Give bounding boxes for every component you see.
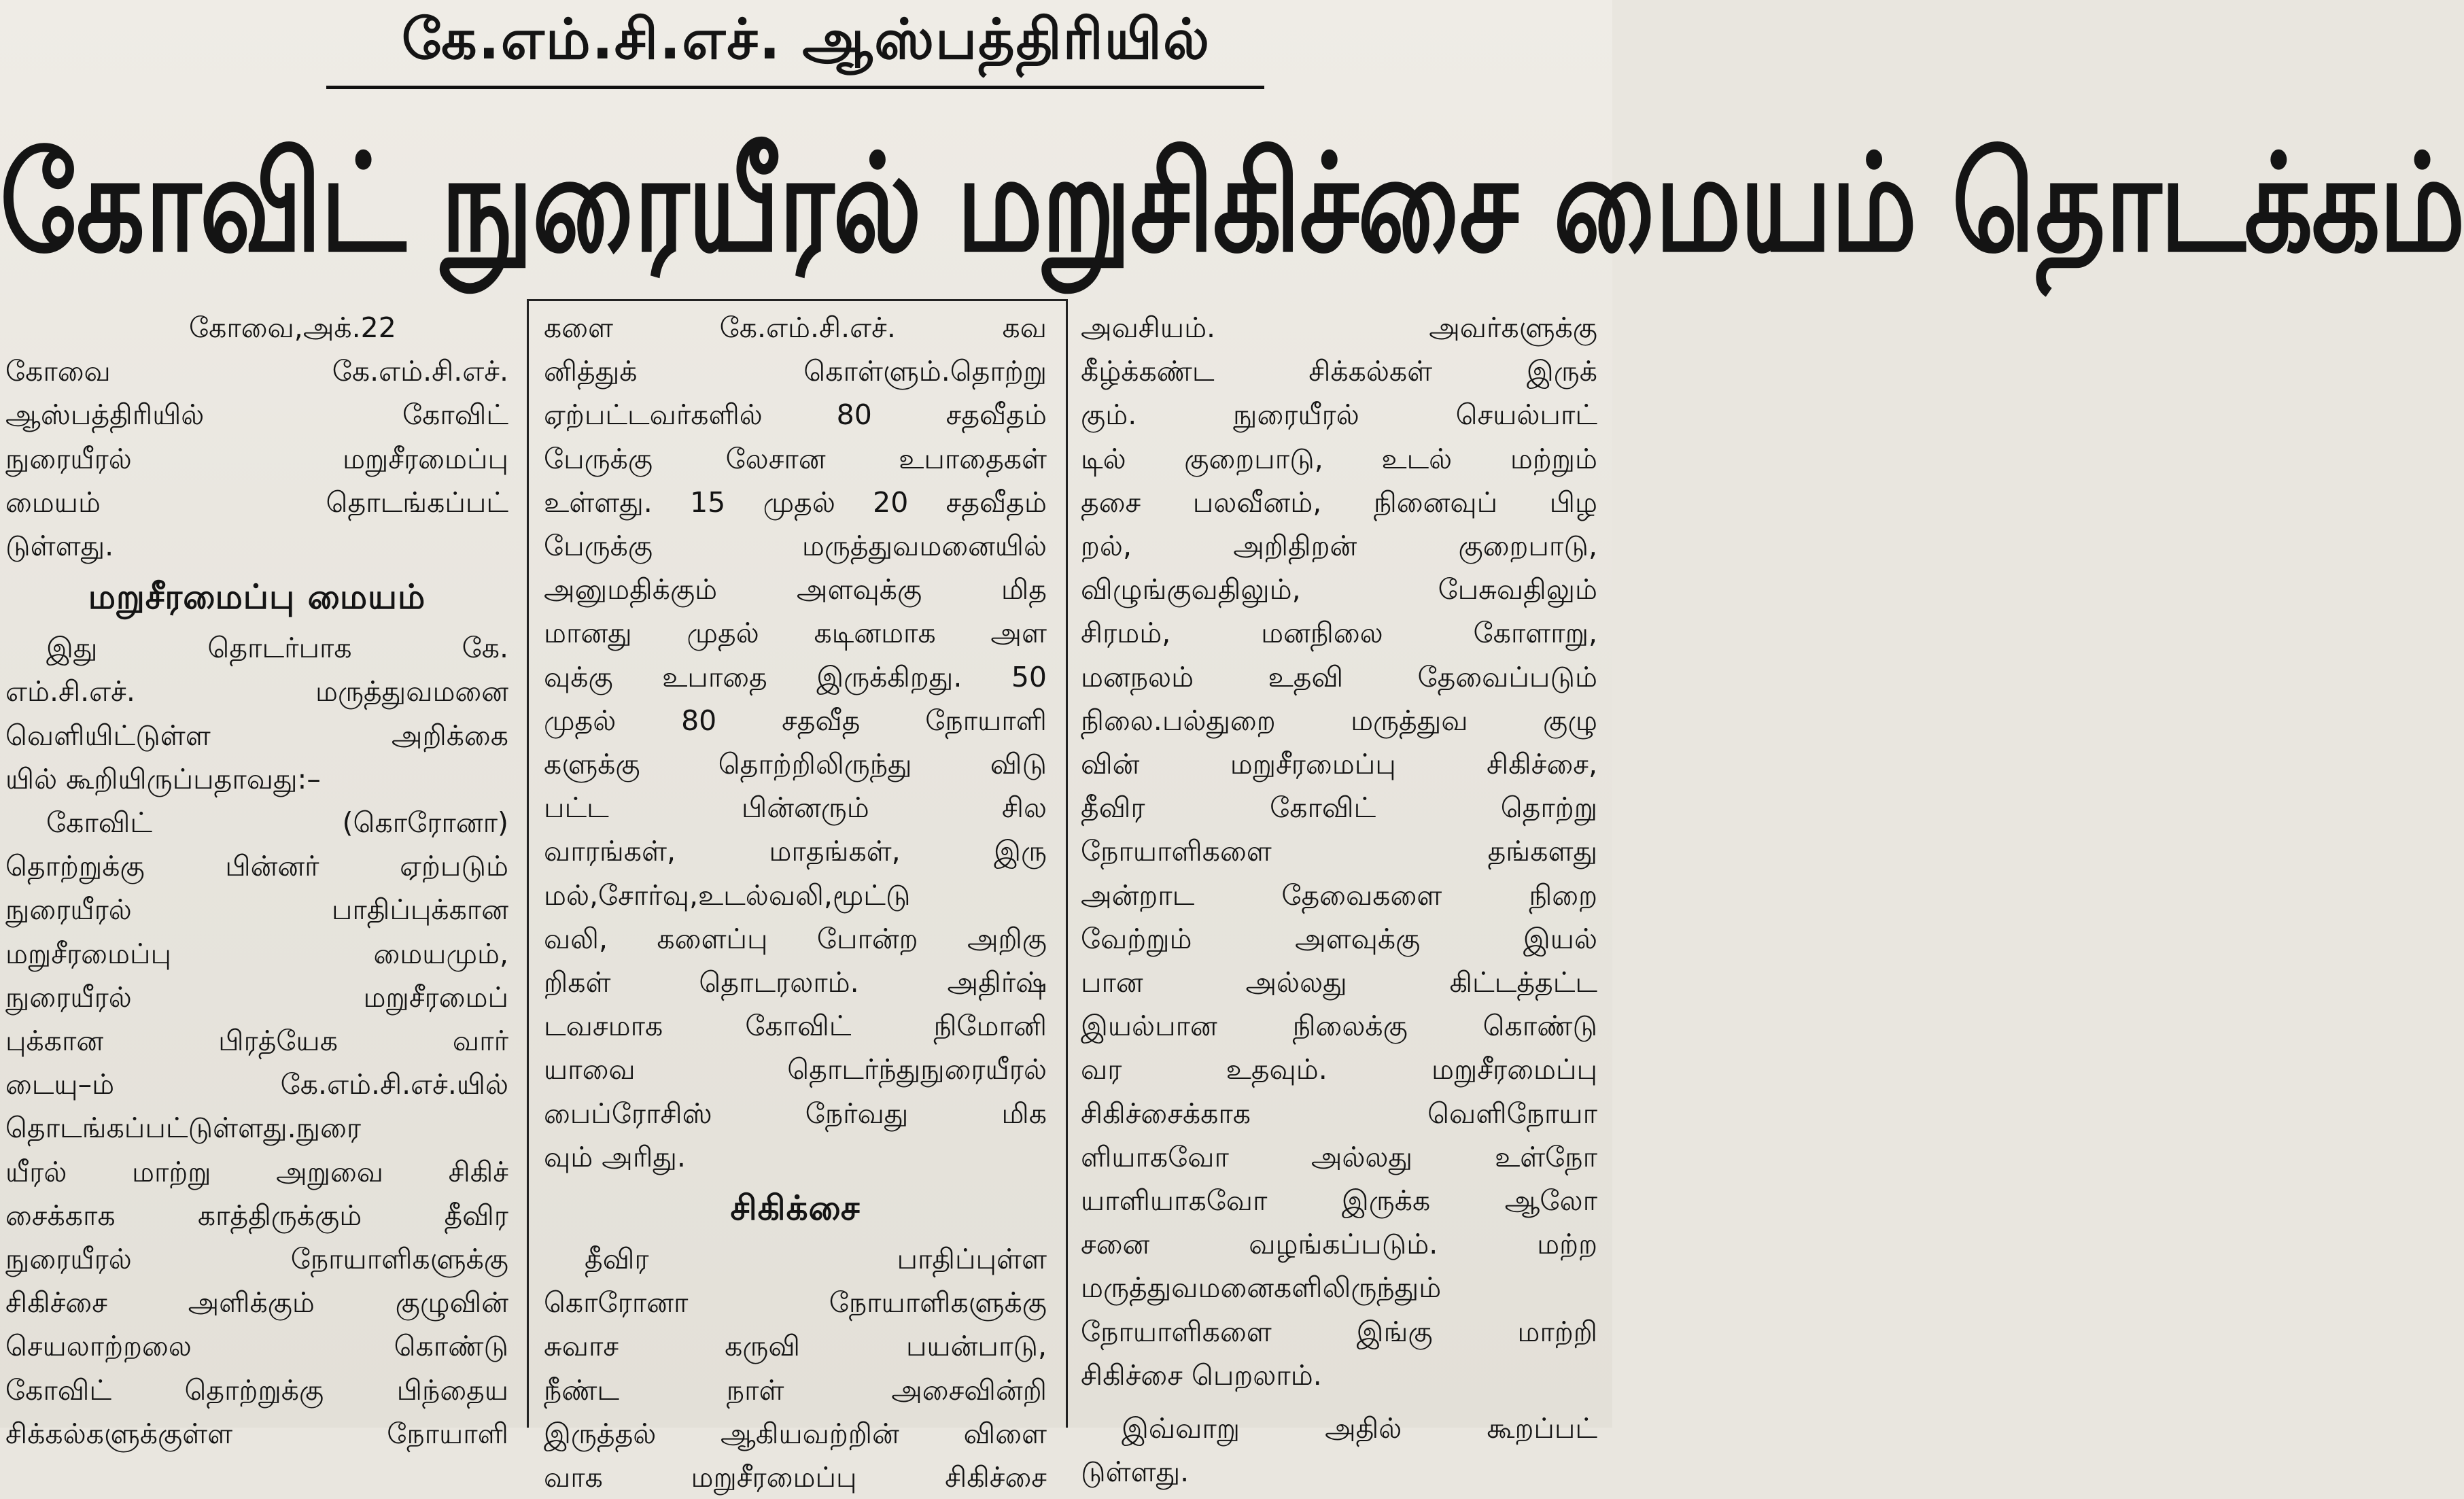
line: மருத்துவமனைகளிலிருந்தும்	[1081, 1271, 1442, 1305]
line: ஏற்பட்டவர்களில் 80 சதவீதம்	[544, 398, 1047, 432]
line: இது தொடர்பாக கே.	[46, 632, 508, 665]
line: நீண்ட நாள் அசைவின்றி	[544, 1373, 1047, 1407]
line: யீரல் மாற்று அறுவை சிகிச்	[5, 1155, 508, 1188]
line: களை கே.எம்.சி.எச். கவ	[544, 311, 1047, 344]
line: எம்.சி.எச். மருத்துவமனை	[5, 675, 508, 708]
line: மையம் தொடங்கப்பட்	[5, 485, 508, 519]
line: கும். நுரையீரல் செயல்பாட்	[1081, 398, 1597, 432]
column-divider-2	[1066, 299, 1068, 1428]
line: ஆஸ்பத்திரியில் கோவிட்	[5, 398, 508, 432]
line: வின் மறுசீரமைப்பு சிகிச்சை,	[1081, 748, 1597, 781]
line: நிலை.பல்துறை மருத்துவ குழு	[1081, 704, 1597, 737]
line: நுரையீரல் பாதிப்புக்கான	[5, 893, 508, 927]
line: பேருக்கு லேசான உபாதைகள்	[544, 442, 1047, 475]
line: நுரையீரல் மறுசீரமைப்பு	[5, 442, 508, 475]
line: சிகிச்சைக்காக வெளிநோயா	[1081, 1097, 1597, 1130]
line: வலி, களைப்பு போன்ற அறிகு	[544, 922, 1047, 955]
line: றிகள் தொடரலாம். அதிர்ஷ்	[544, 966, 1047, 999]
line: னித்துக் கொள்ளும்.தொற்று	[544, 355, 1047, 388]
line: மானது முதல் கடினமாக அள	[544, 617, 1047, 650]
line: கீழ்க்கண்ட சிக்கல்கள் இருக்	[1081, 355, 1597, 388]
main-headline: கோவிட் நுரையீரல் மறுசிகிச்சை மையம் தொடக்கம்	[0, 126, 2464, 282]
line: டவசமாக கோவிட் நிமோனி	[544, 1010, 1047, 1043]
line: டுள்ளது.	[5, 530, 114, 563]
line: யாளியாகவோ இருக்க ஆலோ	[1081, 1184, 1597, 1218]
line: செயலாற்றலை கொண்டு	[5, 1330, 508, 1363]
line: நுரையீரல் மறுசீரமைப்	[5, 980, 508, 1014]
line: இருத்தல் ஆகியவற்றின் விளை	[544, 1417, 1047, 1450]
line: வெளியிட்டுள்ள அறிக்கை	[5, 719, 508, 752]
line: பான அல்லது கிட்டத்தட்ட	[1081, 966, 1597, 999]
line: முதல் 80 சதவீத நோயாளி	[544, 704, 1047, 737]
line: கோவிட் (கொரோனா)	[46, 806, 508, 840]
line: வாக மறுசீரமைப்பு சிகிச்சை	[544, 1461, 1047, 1494]
line: ளியாகவோ அல்லது உள்நோ	[1081, 1140, 1597, 1173]
line: தசை பலவீனம், நினைவுப் பிழ	[1081, 485, 1597, 519]
line: உள்ளது. 15 முதல் 20 சதவீதம்	[544, 485, 1047, 519]
line: பேருக்கு மருத்துவமனையில்	[544, 530, 1047, 563]
middle-column-top-rule	[527, 299, 1068, 301]
line: டில் குறைபாடு, உடல் மற்றும்	[1081, 442, 1597, 475]
subheading-rehab-center: மறுசீரமைப்பு மையம்	[88, 577, 426, 617]
line: தீவிர கோவிட் தொற்று	[1081, 791, 1597, 825]
line: அனுமதிக்கும் அளவுக்கு மித	[544, 573, 1047, 606]
line: கொரோனா நோயாளிகளுக்கு	[544, 1286, 1047, 1320]
line: களுக்கு தொற்றிலிருந்து விடு	[544, 748, 1047, 781]
line: சிகிச்சை அளிக்கும் குழுவின்	[5, 1286, 508, 1320]
line: இவ்வாறு அதில் கூறப்பட்	[1122, 1412, 1597, 1445]
line: விழுங்குவதிலும், பேசுவதிலும்	[1081, 573, 1597, 606]
line: வாரங்கள், மாதங்கள், இரு	[544, 835, 1047, 868]
line: வும் அரிது.	[544, 1140, 686, 1173]
line: யாவை தொடர்ந்துநுரையீரல்	[544, 1053, 1047, 1086]
article-column-right	[1081, 306, 1597, 1489]
line: சிகிச்சை பெறலாம்.	[1081, 1358, 1322, 1392]
kicker-headline: கே.எம்.சி.எச். ஆஸ்பத்திரியில்	[401, 7, 1211, 72]
line: நுரையீரல் நோயாளிகளுக்கு	[5, 1243, 508, 1276]
line: டையு–ம் கே.எம்.சி.எச்.யில்	[5, 1068, 508, 1101]
line: புக்கான பிரத்யேக வார்	[5, 1024, 508, 1058]
column-divider-1	[527, 299, 529, 1428]
line: வர உதவும். மறுசீரமைப்பு	[1081, 1053, 1597, 1086]
line: றல், அறிதிறன் குறைபாடு,	[1081, 530, 1597, 563]
line: சிரமம், மனநிலை கோளாறு,	[1081, 617, 1597, 650]
line: தொற்றுக்கு பின்னர் ஏற்படும்	[5, 850, 508, 883]
line: யில் கூறியிருப்பதாவது:–	[5, 762, 321, 795]
article-column-middle	[544, 306, 1047, 1494]
line: சனை வழங்கப்படும். மற்ற	[1081, 1228, 1597, 1261]
line: தொடங்கப்பட்டுள்ளது.நுரை	[5, 1112, 362, 1145]
line: பட்ட பின்னரும் சில	[544, 791, 1047, 825]
dateline: கோவை,அக்.22	[189, 311, 396, 344]
line: நோயாளிகளை தங்களது	[1081, 835, 1597, 868]
line: நோயாளிகளை இங்கு மாற்றி	[1081, 1315, 1597, 1348]
line: கோவை கே.எம்.சி.எச்.	[5, 355, 508, 388]
line: சைக்காக காத்திருக்கும் தீவிர	[5, 1199, 508, 1232]
article-column-left	[5, 306, 508, 1450]
line: டுள்ளது.	[1081, 1455, 1190, 1489]
line: சிக்கல்களுக்குள்ள நோயாளி	[5, 1417, 508, 1450]
line: வுக்கு உபாதை இருக்கிறது. 50	[544, 660, 1047, 693]
subheading-treatment: சிகிக்சை	[730, 1188, 861, 1228]
line: அன்றாட தேவைகளை நிறை	[1081, 878, 1597, 912]
line: வேற்றும் அளவுக்கு இயல்	[1081, 922, 1597, 955]
line: அவசியம். அவர்களுக்கு	[1081, 311, 1597, 344]
line: சுவாச கருவி பயன்பாடு,	[544, 1330, 1047, 1363]
line: இயல்பான நிலைக்கு கொண்டு	[1081, 1010, 1597, 1043]
line: மல்,சோர்வு,உடல்வலி,மூட்டு	[544, 878, 911, 912]
line: மனநலம் உதவி தேவைப்படும்	[1081, 660, 1597, 693]
line: கோவிட் தொற்றுக்கு பிந்தைய	[5, 1373, 508, 1407]
line: பைப்ரோசிஸ் நேர்வது மிக	[544, 1097, 1047, 1130]
line: மறுசீரமைப்பு மையமும்,	[5, 937, 508, 970]
line: தீவிர பாதிப்புள்ள	[585, 1243, 1047, 1276]
